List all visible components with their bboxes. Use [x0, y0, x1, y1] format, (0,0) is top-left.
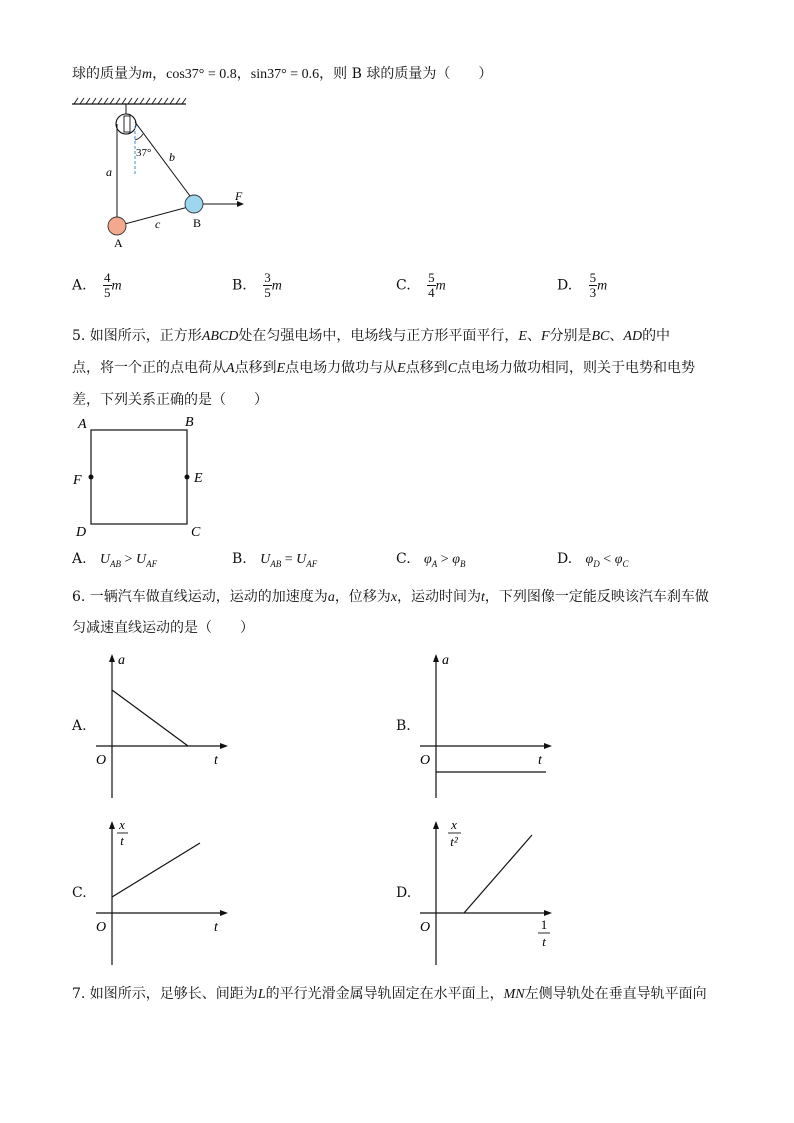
q6-line2: 匀减速直线运动的是（ ） — [72, 620, 254, 636]
fraction: $\frac{5}{3}$ — [589, 270, 597, 300]
graph-line — [112, 843, 200, 897]
label-b-rope: b — [169, 150, 175, 164]
origin-label: O — [96, 920, 107, 935]
ball-b — [185, 195, 203, 213]
q4-figure — [68, 96, 258, 256]
square-abcd — [91, 430, 187, 524]
graph-line — [464, 835, 532, 913]
label-c-rope: c — [155, 217, 161, 231]
label-a: A — [78, 417, 87, 432]
point-f — [89, 475, 94, 480]
ceiling-hatching — [74, 98, 186, 104]
angle-label: 37° — [136, 147, 152, 159]
q5-option-d[interactable]: D. $\varphi_D < \varphi_C$ — [557, 551, 629, 569]
x-axis-arrow — [220, 910, 228, 916]
q6-graph-d — [414, 815, 564, 965]
fraction: $\frac{3}{5}$ — [264, 270, 271, 300]
q6-graph-c — [90, 815, 240, 965]
q5-figure — [68, 412, 218, 542]
y-axis-arrow — [109, 821, 115, 829]
x-axis-arrow — [544, 743, 552, 749]
q4-option-c[interactable]: C. $\frac{5}{4}$ m — [396, 270, 446, 300]
q6-option-c-label[interactable]: C. — [72, 885, 87, 901]
point-e — [185, 475, 190, 480]
label-ball-a: A — [114, 236, 123, 250]
label-d: D — [76, 525, 87, 540]
x-label: t — [214, 753, 218, 768]
q6-graph-a — [90, 648, 240, 798]
label-e: E — [194, 471, 203, 486]
q7-line1: 7. 如图所示，足够长、间距为L的平行光滑金属导轨固定在水平面上，MN左侧导轨处在垂直导轨平面向 — [72, 986, 707, 1002]
q6-option-d-label[interactable]: D. — [396, 885, 412, 901]
pulley-clamp — [124, 116, 130, 132]
q6-option-b-label[interactable]: B. — [396, 718, 411, 734]
y-label-num: x — [451, 817, 457, 832]
q6-line1: 6. 一辆汽车做直线运动，运动的加速度为a，位移为x，运动时间为t，下列图像一定能反映该汽车刹车做 — [72, 589, 709, 605]
x-axis-arrow — [220, 743, 228, 749]
q4-stem: 球的质量为m，cos37° = 0.8，sin37° = 0.6，则 B 球的质量为（ ） — [72, 66, 493, 82]
rope-b — [135, 122, 193, 200]
label-b: B — [185, 415, 194, 430]
label-force: F — [235, 189, 243, 203]
y-axis-arrow — [433, 821, 439, 829]
x-label: t — [214, 920, 218, 935]
q5-line2: 点，将一个正的点电荷从A点移到E点电场力做功与从E点移到C点电场力做功相同，则关于电势和电势 — [72, 360, 696, 376]
y-axis-arrow — [109, 654, 115, 662]
q4-option-b[interactable]: B. $\frac{3}{5}$ m — [232, 270, 282, 300]
y-label: a — [442, 653, 449, 668]
label-f: F — [73, 473, 82, 488]
x-label-num: 1 — [540, 917, 548, 932]
q5-option-b[interactable]: B. $U_{AB} = U_{AF}$ — [232, 551, 318, 569]
q5-line3: 差，下列关系正确的是（ ） — [72, 392, 268, 408]
y-label: a — [118, 653, 125, 668]
origin-label: O — [96, 753, 107, 768]
x-label: t — [538, 753, 542, 768]
x-axis-arrow — [544, 910, 552, 916]
q6-graph-b — [414, 648, 564, 798]
ball-a — [108, 217, 126, 235]
x-label-den: t — [542, 934, 546, 949]
q5-option-c[interactable]: C. $\varphi_A > \varphi_B$ — [396, 551, 466, 569]
origin-label: O — [420, 753, 431, 768]
fraction: $\frac{4}{5}$ — [104, 270, 111, 300]
y-label-den: t² — [450, 834, 458, 849]
label-ball-b: B — [193, 216, 202, 230]
q4-option-d[interactable]: D. $\frac{5}{3}$ m — [557, 270, 608, 300]
label-a-rope: a — [106, 165, 112, 179]
y-label-den: t — [120, 833, 124, 848]
y-label-num: x — [119, 817, 125, 832]
q5-line1: 5. 如图所示，正方形ABCD处在匀强电场中，电场线与正方形平面平行，E、F分别是BC、AD的中 — [72, 328, 671, 344]
angle-arc — [135, 134, 143, 140]
graph-line — [112, 690, 188, 746]
q6-option-a-label[interactable]: A. — [72, 718, 87, 734]
origin-label: O — [420, 920, 431, 935]
label-c: C — [191, 525, 201, 540]
fraction: $\frac{5}{4}$ — [428, 270, 435, 300]
y-axis-arrow — [433, 654, 439, 662]
q5-option-a[interactable]: A. $U_{AB} > U_{AF}$ — [72, 551, 158, 569]
q4-option-a[interactable]: A. $\frac{4}{5}$ m — [72, 270, 122, 300]
